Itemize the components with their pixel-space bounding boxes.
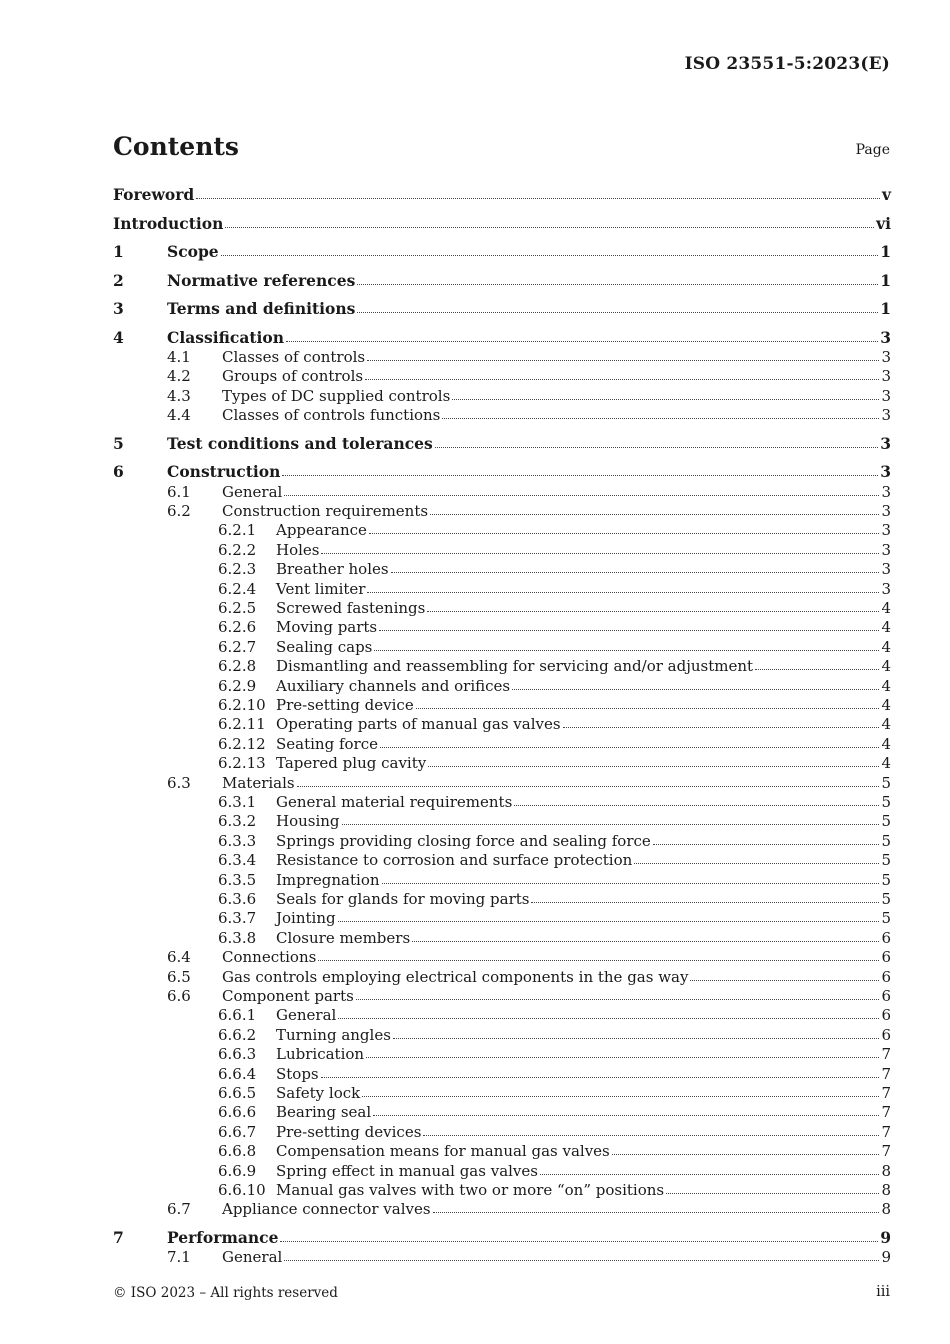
toc-entry-page: 3: [881, 501, 891, 520]
toc-entry-number: 6.3.4: [218, 851, 257, 870]
toc-entry[interactable]: [113, 1102, 891, 1122]
toc-entry-title: Performance: [167, 1227, 279, 1247]
toc-entry[interactable]: [113, 967, 891, 987]
toc-entry-title: Lubrication: [276, 1045, 365, 1064]
toc-entry-title: Moving parts: [276, 618, 378, 637]
toc-entry-title: Seating force: [276, 734, 378, 753]
toc-entry-number: 6.2.10: [218, 695, 266, 714]
toc-entry-number: 6.3: [167, 773, 191, 792]
dot-leader: [338, 1013, 879, 1019]
toc-entry-number: 2: [113, 270, 124, 290]
toc-entry[interactable]: [113, 831, 891, 851]
page-title: Contents: [113, 132, 240, 161]
toc-entry-page: 3: [881, 482, 891, 501]
toc-entry-page: 6: [881, 948, 891, 967]
dot-leader: [512, 684, 879, 690]
toc-entry-page: 3: [880, 433, 891, 453]
toc-entry-number: 4.1: [167, 347, 191, 366]
toc-entry-number: 6.2.4: [218, 579, 257, 598]
toc-entry[interactable]: [113, 870, 891, 890]
toc-entry[interactable]: [113, 908, 891, 928]
toc-entry[interactable]: [113, 676, 891, 696]
toc-entry-title: Construction requirements: [222, 501, 429, 520]
toc-entry[interactable]: [113, 366, 891, 386]
toc-entry-title: General: [276, 1006, 337, 1025]
dot-leader: [367, 587, 879, 593]
toc-entry-page: 1: [880, 299, 891, 318]
document-id: ISO 23551-5:2023(E): [684, 54, 890, 74]
toc-entry[interactable]: [113, 434, 891, 454]
toc-entry[interactable]: [113, 328, 891, 348]
toc-entry-number: 6.2.7: [218, 637, 257, 656]
toc-entry-number: 3: [113, 299, 124, 318]
toc-entry-page: 1: [880, 270, 891, 290]
toc-entry-title: Test conditions and tolerances: [167, 433, 433, 453]
toc-entry-number: 6.6.9: [218, 1161, 257, 1180]
toc-entry[interactable]: [113, 405, 891, 425]
dot-leader: [653, 839, 880, 845]
dot-leader: [366, 1052, 879, 1058]
toc-entry-title: Screwed fastenings: [276, 598, 426, 617]
toc-entry[interactable]: [113, 598, 891, 618]
toc-entry-page: 3: [881, 540, 891, 559]
toc-entry[interactable]: [113, 1247, 891, 1267]
toc-entry-number: 6.6: [167, 986, 191, 1005]
toc-entry-title: Appearance: [276, 521, 367, 540]
dot-leader: [452, 394, 879, 400]
toc-entry[interactable]: [113, 986, 891, 1006]
toc-entry[interactable]: [113, 1064, 891, 1084]
toc-entry[interactable]: [113, 928, 891, 948]
dot-leader: [284, 1255, 879, 1261]
dot-leader: [379, 625, 879, 631]
toc-entry-number: 6.6.2: [218, 1025, 257, 1044]
toc-entry-number: 6.6.3: [218, 1045, 257, 1064]
dot-leader: [321, 548, 879, 554]
toc-entry-page: 6: [881, 986, 891, 1005]
toc-entry-title: Groups of controls: [222, 367, 364, 386]
toc-entry[interactable]: [113, 214, 891, 234]
toc-entry-title: Foreword: [113, 185, 195, 204]
toc-entry-page: 7: [881, 1045, 891, 1064]
toc-entry-page: 5: [881, 870, 891, 889]
toc-entry-page: 4: [881, 618, 891, 637]
toc-entry-number: 6.2.9: [218, 676, 257, 695]
toc-entry-page: 5: [881, 831, 891, 850]
toc-entry-number: 6.6.5: [218, 1083, 257, 1102]
toc-entry-page: 4: [881, 657, 891, 676]
toc-entry-number: 6.6.1: [218, 1006, 257, 1025]
toc-entry-number: 6: [113, 462, 124, 482]
toc-entry-number: 6.3.5: [218, 870, 257, 889]
toc-entry-page: 3: [880, 327, 891, 347]
toc-entry-page: 5: [881, 851, 891, 870]
dot-leader: [357, 307, 878, 313]
toc-entry-page: 9: [880, 1227, 891, 1247]
toc-entry[interactable]: [113, 889, 891, 909]
dot-leader: [357, 279, 878, 285]
toc-entry[interactable]: [113, 1161, 891, 1181]
toc-entry-number: 6.6.4: [218, 1064, 257, 1083]
toc-entry[interactable]: [113, 501, 891, 521]
toc-entry-page: 7: [881, 1142, 891, 1161]
toc-entry-page: 4: [881, 715, 891, 734]
dot-leader: [391, 567, 880, 573]
toc-entry-page: 6: [881, 1025, 891, 1044]
toc-entry-number: 6.3.2: [218, 812, 257, 831]
toc-entry[interactable]: [113, 734, 891, 754]
dot-leader: [690, 975, 879, 981]
toc-entry-page: 4: [881, 734, 891, 753]
toc-entry-page: 6: [881, 928, 891, 947]
toc-entry-title: Component parts: [222, 986, 354, 1005]
toc-entry[interactable]: [113, 1005, 891, 1025]
toc-entry-number: 6.6.10: [218, 1180, 266, 1199]
toc-entry-title: Introduction: [113, 213, 224, 233]
toc-entry[interactable]: [113, 520, 891, 540]
toc-entry[interactable]: [113, 185, 891, 205]
toc-entry-number: 6.2.11: [218, 715, 266, 734]
toc-entry-page: 4: [881, 637, 891, 656]
toc-entry[interactable]: [113, 1083, 891, 1103]
toc-entry[interactable]: [113, 1122, 891, 1142]
toc-entry-number: 7.1: [167, 1248, 191, 1267]
toc-entry-page: 5: [881, 812, 891, 831]
toc-entry-title: Classes of controls: [222, 347, 366, 366]
toc-entry-title: Safety lock: [276, 1083, 361, 1102]
toc-entry-page: 3: [881, 579, 891, 598]
toc-entry-title: Sealing caps: [276, 637, 373, 656]
dot-leader: [225, 222, 874, 228]
toc-entry-title: Operating parts of manual gas valves: [276, 715, 561, 734]
toc-entry-title: Terms and definitions: [167, 299, 356, 318]
toc-entry-number: 5: [113, 433, 124, 453]
toc-entry-title: Manual gas valves with two or more “on” positions: [276, 1180, 665, 1199]
dot-leader: [423, 1130, 879, 1136]
toc-entry-title: Tapered plug cavity: [276, 754, 427, 773]
dot-leader: [382, 878, 880, 884]
toc-entry-number: 1: [113, 242, 124, 261]
toc-entry-number: 6.2.12: [218, 734, 266, 753]
toc-entry-number: 6.5: [167, 967, 191, 986]
dot-leader: [280, 1236, 878, 1242]
toc-entry-number: 6.2.3: [218, 560, 257, 579]
page-column-label: Page: [855, 142, 890, 158]
dot-leader: [282, 470, 878, 476]
toc-entry-page: 8: [881, 1180, 891, 1199]
toc-entry-title: Stops: [276, 1064, 319, 1083]
toc-entry-number: 6.2: [167, 501, 191, 520]
dot-leader: [373, 1110, 879, 1116]
toc-entry-number: 6.6.6: [218, 1103, 257, 1122]
toc-entry-page: 6: [881, 1006, 891, 1025]
toc-entry-title: Impregnation: [276, 870, 380, 889]
dot-leader: [318, 955, 879, 961]
toc-entry-number: 6.1: [167, 482, 191, 501]
toc-entry-number: 6.2.13: [218, 754, 266, 773]
toc-entry-title: Dismantling and reassembling for servicing and/or adjustment: [276, 657, 754, 676]
toc-entry[interactable]: [113, 695, 891, 715]
toc-entry-number: 6.6.7: [218, 1122, 257, 1141]
toc-entry-page: 4: [881, 695, 891, 714]
toc-entry[interactable]: [113, 850, 891, 870]
dot-leader: [416, 703, 880, 709]
toc-entry[interactable]: [113, 753, 891, 773]
toc-entry[interactable]: [113, 299, 891, 319]
toc-entry-number: 4.2: [167, 367, 191, 386]
toc-entry-page: vi: [876, 213, 891, 233]
toc-entry-title: Auxiliary channels and orifices: [276, 676, 511, 695]
toc-entry-title: Gas controls employing electrical components in the gas way: [222, 967, 689, 986]
toc-entry-page: 3: [881, 367, 891, 386]
toc-entry[interactable]: [113, 1044, 891, 1064]
toc-entry-title: Materials: [222, 773, 295, 792]
toc-entry-title: Turning angles: [276, 1025, 391, 1044]
dot-leader: [380, 742, 879, 748]
toc-entry[interactable]: [113, 271, 891, 291]
toc-entry-title: Jointing: [276, 909, 336, 928]
dot-leader: [369, 528, 880, 534]
dot-leader: [286, 336, 878, 342]
dot-leader: [540, 1169, 879, 1175]
toc-entry-page: 4: [881, 676, 891, 695]
toc-entry[interactable]: [113, 347, 891, 367]
dot-leader: [362, 1091, 879, 1097]
toc-entry-page: 5: [881, 889, 891, 908]
toc-entry-number: 4: [113, 327, 124, 347]
toc-entry-title: Bearing seal: [276, 1103, 372, 1122]
dot-leader: [393, 1033, 880, 1039]
toc-entry-page: 1: [880, 242, 891, 261]
toc-entry-number: 4.3: [167, 386, 191, 405]
toc-entry-title: Spring effect in manual gas valves: [276, 1161, 538, 1180]
dot-leader: [427, 606, 879, 612]
toc-entry-number: 6.3.3: [218, 831, 257, 850]
toc-entry-title: Springs providing closing force and sealing force: [276, 831, 651, 850]
dot-leader: [666, 1188, 879, 1194]
toc-entry-page: 3: [881, 521, 891, 540]
toc-entry-number: 6.3.6: [218, 889, 257, 908]
toc-entry[interactable]: [113, 482, 891, 502]
toc-entry-title: Breather holes: [276, 560, 389, 579]
toc-entry-number: 6.6.8: [218, 1142, 257, 1161]
toc-entry-title: Housing: [276, 812, 340, 831]
toc-entry[interactable]: [113, 386, 891, 406]
footer-copyright: © ISO 2023 – All rights reserved: [113, 1285, 338, 1301]
dot-leader: [342, 819, 880, 825]
toc-entry-title: Appliance connector valves: [222, 1200, 431, 1219]
dot-leader: [430, 509, 879, 515]
toc-entry[interactable]: [113, 462, 891, 482]
toc-entry-title: Pre-setting device: [276, 695, 414, 714]
toc-entry-number: 6.2.6: [218, 618, 257, 637]
toc-entry-page: 4: [881, 598, 891, 617]
dot-leader: [442, 413, 879, 419]
dot-leader: [514, 800, 879, 806]
toc-entry-title: Pre-setting devices: [276, 1122, 422, 1141]
toc-entry[interactable]: [113, 1180, 891, 1200]
toc-entry-title: Types of DC supplied controls: [222, 386, 451, 405]
dot-leader: [428, 761, 879, 767]
dot-leader: [433, 1207, 880, 1213]
toc-entry-number: 6.2.1: [218, 521, 257, 540]
toc-entry-page: 5: [881, 909, 891, 928]
toc-entry[interactable]: [113, 637, 891, 657]
toc-entry[interactable]: [113, 1141, 891, 1161]
toc-entry[interactable]: [113, 792, 891, 812]
toc-entry-number: 6.4: [167, 948, 191, 967]
toc-entry-page: 7: [881, 1103, 891, 1122]
dot-leader: [321, 1072, 880, 1078]
dot-leader: [412, 936, 879, 942]
toc-entry[interactable]: [113, 559, 891, 579]
footer-page-number: iii: [876, 1284, 890, 1300]
toc-entry-page: 7: [881, 1122, 891, 1141]
toc-entry-number: 7: [113, 1227, 124, 1247]
dot-leader: [196, 193, 880, 199]
toc-entry[interactable]: [113, 811, 891, 831]
toc-entry-page: 7: [881, 1064, 891, 1083]
toc-entry[interactable]: [113, 947, 891, 967]
toc-entry[interactable]: [113, 579, 891, 599]
dot-leader: [612, 1149, 880, 1155]
toc-entry-number: 4.4: [167, 406, 191, 425]
toc-entry-page: 3: [881, 560, 891, 579]
toc-entry-page: 8: [881, 1200, 891, 1219]
toc-entry-number: 6.7: [167, 1200, 191, 1219]
toc-entry[interactable]: [113, 242, 891, 262]
toc-entry-number: 6.3.7: [218, 909, 257, 928]
toc-entry[interactable]: [113, 656, 891, 676]
dot-leader: [338, 916, 880, 922]
toc-entry-page: 3: [881, 386, 891, 405]
toc-entry-title: Compensation means for manual gas valves: [276, 1142, 610, 1161]
dot-leader: [356, 994, 880, 1000]
toc-entry-page: 3: [881, 347, 891, 366]
toc-entry-title: Construction: [167, 462, 281, 482]
toc-entry[interactable]: [113, 1025, 891, 1045]
toc-entry[interactable]: [113, 1228, 891, 1248]
toc-entry[interactable]: [113, 540, 891, 560]
toc-entry-number: 6.2.2: [218, 540, 257, 559]
toc-entry-page: 5: [881, 773, 891, 792]
toc-entry-page: 9: [881, 1248, 891, 1267]
toc-entry-number: 6.3.1: [218, 792, 257, 811]
toc-entry-title: General: [222, 482, 283, 501]
dot-leader: [374, 645, 879, 651]
dot-leader: [634, 858, 879, 864]
toc-entry-title: Vent limiter: [276, 579, 366, 598]
toc-entry-number: 6.3.8: [218, 928, 257, 947]
toc-entry-page: 7: [881, 1083, 891, 1102]
toc-entry-title: Scope: [167, 242, 219, 261]
toc-entry-title: Classes of controls functions: [222, 406, 441, 425]
dot-leader: [284, 490, 879, 496]
toc-entry-title: Holes: [276, 540, 320, 559]
toc-entry-number: 6.2.5: [218, 598, 257, 617]
toc-entry[interactable]: [113, 714, 891, 734]
toc-entry-page: 3: [880, 462, 891, 482]
toc-entry-page: 5: [881, 792, 891, 811]
toc-entry-title: General: [222, 1248, 283, 1267]
toc-entry[interactable]: [113, 617, 891, 637]
toc-entry-title: Connections: [222, 948, 317, 967]
toc-entry-title: Normative references: [167, 270, 356, 290]
toc-entry-page: v: [881, 185, 891, 204]
toc-entry-page: 4: [881, 754, 891, 773]
dot-leader: [563, 722, 880, 728]
toc-entry-page: 3: [881, 406, 891, 425]
toc-entry-title: Resistance to corrosion and surface protection: [276, 851, 633, 870]
toc-entry-title: Seals for glands for moving parts: [276, 889, 530, 908]
toc-entry[interactable]: [113, 773, 891, 793]
toc-entry-page: 6: [881, 967, 891, 986]
dot-leader: [435, 442, 878, 448]
toc-entry-title: Classification: [167, 327, 285, 347]
dot-leader: [755, 664, 879, 670]
toc-entry-title: Closure members: [276, 928, 411, 947]
dot-leader: [221, 250, 879, 256]
dot-leader: [297, 781, 880, 787]
toc-entry-page: 8: [881, 1161, 891, 1180]
dot-leader: [367, 355, 879, 361]
dot-leader: [365, 374, 879, 380]
toc-entry-number: 6.2.8: [218, 657, 257, 676]
dot-leader: [531, 897, 879, 903]
toc-entry[interactable]: [113, 1199, 891, 1219]
toc-entry-title: General material requirements: [276, 792, 513, 811]
